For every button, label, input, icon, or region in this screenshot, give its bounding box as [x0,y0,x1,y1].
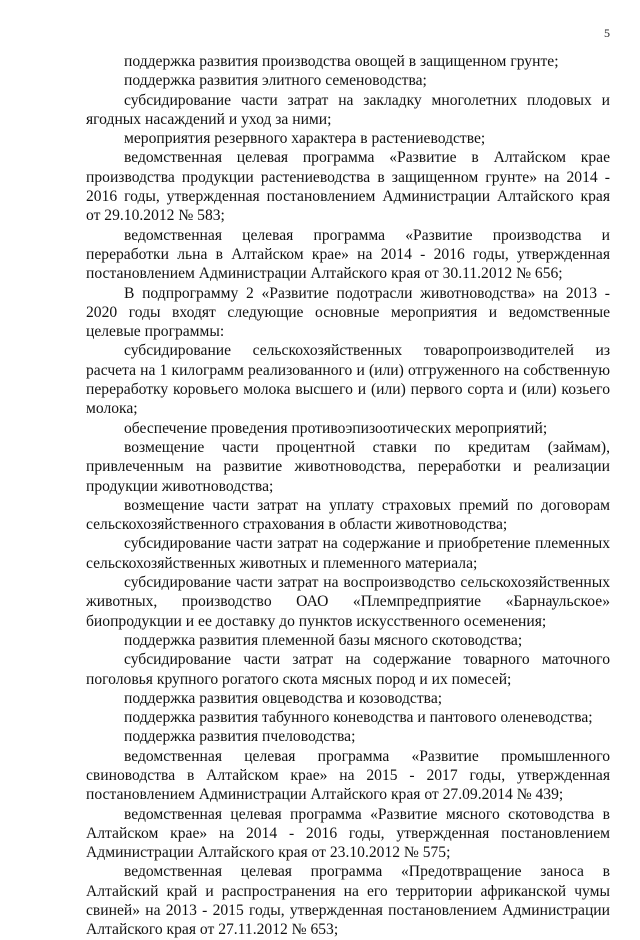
paragraph: субсидирование части затрат на содержание товарного маточного поголовья крупного рогатого скота мясных пород и их помесей; [86,651,610,688]
paragraph: В подпрограмму 2 «Развитие подотрасли животноводства» на 2013 - 2020 годы входят следующие основные мероприятия и ведомственные целевые программы: [86,284,610,341]
paragraph: поддержка развития производства овощей в защищенном грунте; [124,53,559,70]
paragraph: ведомственная целевая программа «Развитие в Алтайском крае производства продукции растениеводства в защищенном грунте» на 2014 - 2016 годы, утвержденная постановлением Администрации Алтайского края от 29.10.2012 № 583; [86,149,610,225]
paragraph: поддержка развития племенной базы мясного скотоводства; [124,631,523,649]
paragraph: ведомственная целевая программа «Развитие производства и переработки льна в Алтайском крае» на 2014 - 2016 годы, утвержденная постановлением Администрации Алтайского края от 30.11.2012 № 656; [86,226,610,283]
paragraph: поддержка развития элитного семеноводства; [124,72,427,90]
paragraph: возмещение части процентной ставки по кредитам (займам), привлеченным на развитие животноводства, переработки и реализации продукции животноводства; [86,438,610,495]
paragraph: обеспечение проведения противоэпизоотических мероприятий; [124,419,548,437]
page-number: 5 [604,26,610,40]
paragraph: субсидирование сельскохозяйственных товаропроизводителей из расчета на 1 килограмм реализованного и (или) отгруженного на собственную переработку коровьего молока высшего и (или) первого сорта и (или) козьего молока; [86,342,610,418]
paragraph: мероприятия резервного характера в растениеводстве; [124,130,486,148]
paragraph: ведомственная целевая программа «Предотвращение заноса в Алтайский край и распространения на его территории африканской чумы свиней» на 2013 - 2015 годы, утвержденная постановлением Администрации Алтайского края от 27.11.2012 № 653; [86,863,610,939]
paragraph: ведомственная целевая программа «Развитие промышленного свиноводства в Алтайском крае» на 2015 - 2017 годы, утвержденная постановлением Администрации Алтайского края от 27.09.2014 № 439; [86,747,610,804]
paragraph: субсидирование части затрат на воспроизводство сельскохозяйственных животных, производство ОАО «Племпредприятие «Барнаульское» биопродукции и ее доставку до пунктов искусственного осеменения; [86,574,610,630]
paragraph: ведомственная целевая программа «Развитие мясного скотоводства в Алтайском крае» на 2014 - 2016 годы, утвержденная постановлением Администрации Алтайского края от 23.10.2012 № 575; [86,805,610,862]
paragraph: субсидирование части затрат на закладку многолетних плодовых и ягодных насаждений и уход за ними; [86,91,610,128]
body-text [86,52,610,940]
paragraph: субсидирование части затрат на содержание и приобретение племенных сельскохозяйственных животных и племенного материала; [86,535,610,572]
paragraph: поддержка развития пчеловодства; [124,728,356,746]
paragraph: поддержка развития табунного коневодства и пантового оленеводства; [124,709,593,727]
paragraph: поддержка развития овцеводства и козоводства; [124,689,443,707]
paragraph: возмещение части затрат на уплату страховых премий по договорам сельскохозяйственного страхования в области животноводства; [86,496,610,534]
